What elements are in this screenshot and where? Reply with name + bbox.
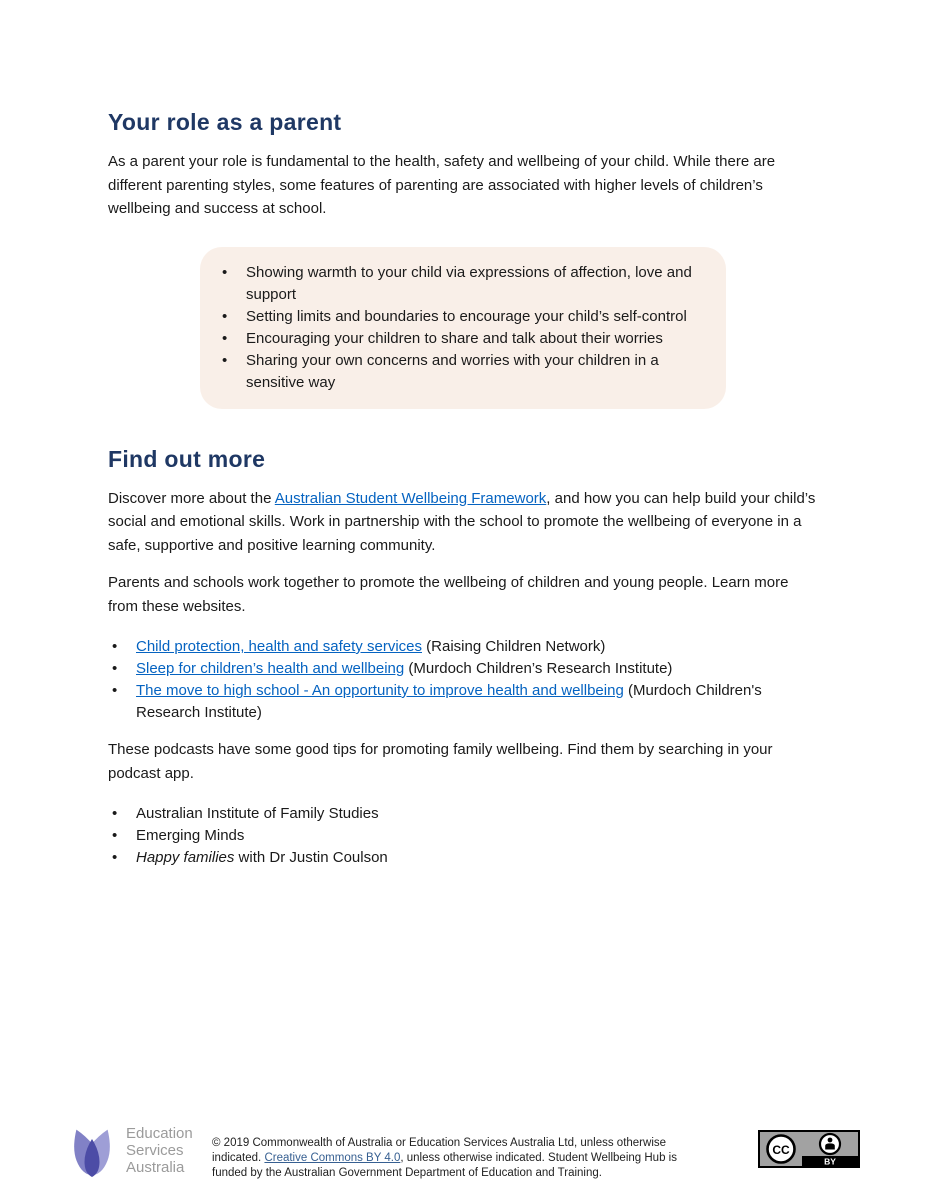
- link-source-text: (Murdoch Children’s Research Institute): [404, 660, 673, 677]
- link-sleep-for-children[interactable]: Sleep for children’s health and wellbeing: [136, 660, 405, 677]
- cc-by-label: BY: [824, 1156, 836, 1167]
- link-child-protection[interactable]: Child protection, health and safety services: [136, 638, 422, 655]
- intro-paragraph: As a parent your role is fundamental to the health, safety and wellbeing of your child. While there are different parenting styles, some features of parenting are associated with higher levels of children’s wellbeing and success at school.: [108, 153, 776, 217]
- copyright-post: , unless otherwise indicated. Student Wellbeing Hub is funded by the Australian Government Department of Education and Training.: [212, 1152, 677, 1179]
- find-out-more-paragraph: [108, 487, 818, 558]
- callout-list: [220, 262, 700, 394]
- list-item: [108, 847, 818, 869]
- list-item: • Emerging Minds: [108, 825, 818, 847]
- link-move-to-high-school[interactable]: The move to high school - An opportunity to improve health and wellbeing: [136, 682, 624, 699]
- podcasts-intro-paragraph: These podcasts have some good tips for promoting family wellbeing. Find them by searching in your podcast app.: [108, 741, 773, 782]
- list-item: • Australian Institute of Family Studies: [108, 803, 818, 825]
- link-australian-student-wellbeing-framework[interactable]: Australian Student Wellbeing Framework: [274, 489, 547, 507]
- podcasts-list: [108, 803, 818, 869]
- podcast-title-italic: Happy families: [136, 849, 235, 866]
- esa-lotus-icon: [62, 1120, 122, 1180]
- link-source-text: (Murdoch Children's Research Institute): [136, 682, 762, 721]
- paragraph-text: , and how you can help build your child’s social and emotional skills. Work in partnership with the school to promote the wellbeing of everyone in a safe, supportive and positive learning community.: [108, 489, 816, 554]
- list-item: [108, 658, 818, 680]
- esa-logo-text: [126, 1125, 193, 1176]
- section-heading-find-out-more: Find out more: [108, 445, 266, 472]
- callout-item: • Encouraging your children to share and talk about their worries: [220, 328, 700, 350]
- section-heading-your-role: Your role as a parent: [108, 109, 342, 135]
- logo-text-line: Services: [126, 1141, 184, 1159]
- website-links-list: [108, 636, 818, 724]
- link-source-text: (Raising Children Network): [422, 638, 606, 655]
- callout-item: • Setting limits and boundaries to encourage your child’s self-control: [220, 306, 700, 328]
- svg-text:CC: CC: [772, 1143, 790, 1157]
- websites-intro-paragraph: Parents and schools work together to promote the wellbeing of children and young people. Learn more from these websites.: [108, 574, 789, 615]
- list-item: [108, 680, 818, 724]
- page-footer: [0, 1118, 927, 1188]
- copyright-text: [212, 1136, 712, 1181]
- paragraph-text: Discover more about the: [108, 489, 275, 507]
- copyright-pre: © 2019 Commonwealth of Australia or Education Services Australia Ltd, unless otherwise indicated.: [212, 1137, 667, 1164]
- callout-box: [200, 247, 726, 409]
- cc-by-badge-icon: [758, 1130, 860, 1168]
- creative-commons-badge[interactable]: [758, 1130, 860, 1173]
- callout-item: • Showing warmth to your child via expressions of affection, love and support: [220, 262, 700, 306]
- list-item: [108, 636, 818, 658]
- podcast-host-text: with Dr Justin Coulson: [234, 849, 388, 866]
- link-creative-commons[interactable]: Creative Commons BY 4.0: [264, 1152, 401, 1164]
- logo-text-line: Education: [126, 1124, 193, 1142]
- callout-item: • Sharing your own concerns and worries with your children in a sensitive way: [220, 350, 700, 394]
- logo-text-line: Australia: [126, 1158, 185, 1176]
- esa-logo: [62, 1120, 193, 1180]
